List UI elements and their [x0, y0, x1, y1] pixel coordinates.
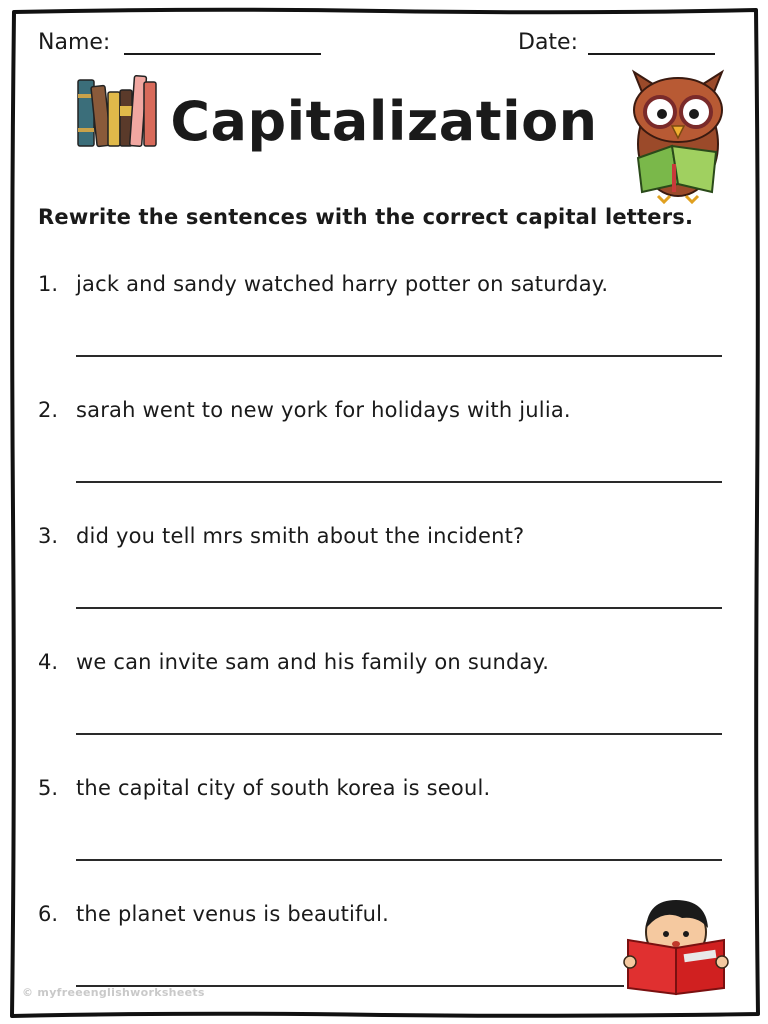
- question-text: sarah went to new york for holidays with julia.: [76, 398, 571, 422]
- question-number: 4.: [38, 650, 59, 674]
- answer-line[interactable]: [76, 607, 722, 609]
- boy-reading-icon: [622, 896, 730, 996]
- date-field[interactable]: [588, 53, 715, 55]
- question-text: jack and sandy watched harry potter on saturday.: [76, 272, 609, 296]
- question-number: 2.: [38, 398, 59, 422]
- question-number: 3.: [38, 524, 59, 548]
- page-title: Capitalization: [170, 90, 598, 153]
- answer-line[interactable]: [76, 481, 722, 483]
- answer-line[interactable]: [76, 733, 722, 735]
- question-text: the capital city of south korea is seoul.: [76, 776, 491, 800]
- watermark: © myfreeenglishworksheets: [22, 986, 205, 999]
- name-field[interactable]: [124, 53, 321, 55]
- question-text: we can invite sam and his family on sunday.: [76, 650, 550, 674]
- answer-line[interactable]: [76, 355, 722, 357]
- date-label: Date:: [518, 30, 578, 55]
- instructions-text: Rewrite the sentences with the correct capital letters.: [38, 205, 694, 229]
- question-number: 1.: [38, 272, 59, 296]
- owl-reading-icon: [624, 66, 732, 204]
- question-number: 5.: [38, 776, 59, 800]
- question-number: 6.: [38, 902, 59, 926]
- answer-line[interactable]: [76, 859, 722, 861]
- question-text: did you tell mrs smith about the incident?: [76, 524, 525, 548]
- name-label: Name:: [38, 30, 111, 55]
- question-text: the planet venus is beautiful.: [76, 902, 390, 926]
